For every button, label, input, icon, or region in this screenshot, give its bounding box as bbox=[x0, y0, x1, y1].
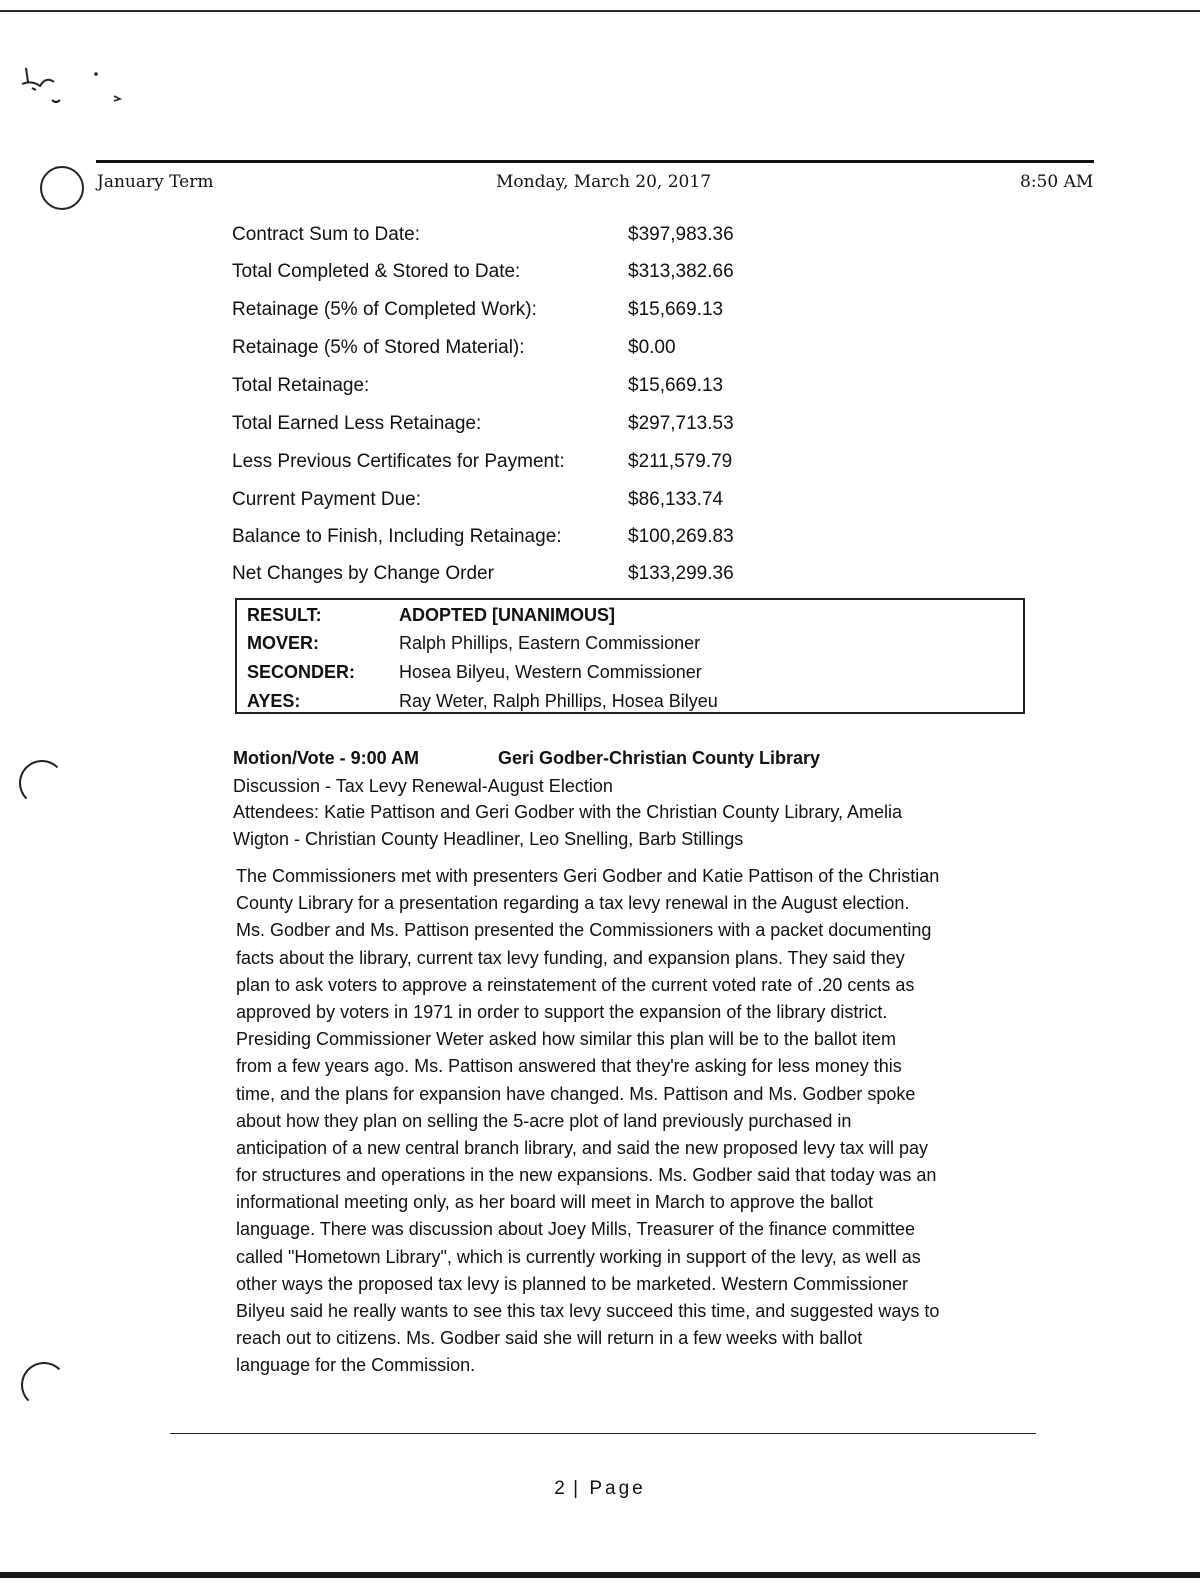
financial-label: Retainage (5% of Completed Work): bbox=[232, 299, 537, 320]
financial-value: $297,713.53 bbox=[628, 413, 734, 434]
financial-label: Less Previous Certificates for Payment: bbox=[232, 451, 565, 472]
seconder-label: SECONDER: bbox=[247, 662, 356, 682]
paragraph-line: for structures and operations in the new expansions. Ms. Godber said that today was an bbox=[236, 1165, 937, 1186]
paragraph-line: facts about the library, current tax levy funding, and expansion plans. They said they bbox=[236, 947, 905, 968]
discussion-line: Discussion - Tax Levy Renewal-August Election bbox=[233, 776, 613, 796]
seconder-value: Hosea Bilyeu, Western Commissioner bbox=[399, 662, 702, 682]
financial-row bbox=[232, 563, 792, 593]
financial-value: $397,983.36 bbox=[628, 224, 734, 245]
mover-label: MOVER: bbox=[247, 633, 319, 653]
financial-row bbox=[232, 451, 792, 481]
paragraph-line: approved by voters in 1971 in order to support the expansion of the library district. bbox=[236, 1001, 888, 1022]
motion-title: Geri Godber-Christian County Library bbox=[498, 748, 821, 768]
financial-value: $15,669.13 bbox=[628, 375, 724, 396]
handwritten-mark bbox=[18, 62, 138, 122]
paragraph-line: Bilyeu said he really wants to see this tax levy succeed this time, and suggested ways to bbox=[236, 1301, 940, 1321]
financial-value: $313,382.66 bbox=[628, 261, 734, 282]
paragraph-line: language. There was discussion about Joey Mills, Treasurer of the finance committee bbox=[236, 1219, 916, 1240]
paragraph-line: reach out to citizens. Ms. Godber said she will return in a few weeks with ballot bbox=[236, 1328, 863, 1349]
paragraph-line: time, and the plans for expansion have changed. Ms. Pattison and Ms. Godber spoke bbox=[236, 1083, 916, 1104]
financial-label: Net Changes by Change Order bbox=[232, 563, 494, 584]
page-label: | Page bbox=[573, 1478, 646, 1499]
footer-rule bbox=[170, 1433, 1036, 1434]
punch-hole-top bbox=[40, 166, 84, 210]
financial-label: Current Payment Due: bbox=[232, 489, 422, 510]
paragraph-line: plan to ask voters to approve a reinstatement of the current voted rate of .20 cents as bbox=[236, 974, 915, 995]
financial-label: Retainage (5% of Stored Material): bbox=[232, 337, 525, 358]
financial-label: Total Retainage: bbox=[232, 375, 370, 396]
scan-edge-top bbox=[0, 10, 1200, 12]
punch-hole-bottom bbox=[21, 1362, 67, 1408]
financial-row bbox=[232, 413, 792, 443]
financial-row bbox=[232, 375, 792, 405]
page-number: 2 bbox=[554, 1478, 568, 1499]
minutes-paragraph bbox=[236, 866, 1036, 1383]
paragraph-line: The Commissioners met with presenters Geri Godber and Katie Pattison of the Christian bbox=[236, 866, 940, 886]
paragraph-line: about how they plan on selling the 5-acre plot of land previously purchased in bbox=[236, 1110, 852, 1131]
paragraph-line: other ways the proposed tax levy is planned to be marketed. Western Commissioner bbox=[236, 1273, 908, 1294]
financial-label: Balance to Finish, Including Retainage: bbox=[232, 526, 562, 547]
financial-value: $133,299.36 bbox=[628, 563, 734, 584]
paragraph-line: Ms. Godber and Ms. Pattison presented the Commissioners with a packet documenting bbox=[236, 920, 932, 941]
paragraph-line: called "Hometown Library", which is currently working in support of the levy, as well as bbox=[236, 1246, 921, 1267]
financial-label: Contract Sum to Date: bbox=[232, 224, 420, 245]
scan-edge-bottom bbox=[0, 1572, 1200, 1578]
financial-row bbox=[232, 261, 792, 291]
attendees-line: Wigton - Christian County Headliner, Leo Snelling, Barb Stillings bbox=[233, 829, 744, 849]
financial-value: $100,269.83 bbox=[628, 526, 734, 547]
paragraph-line: County Library for a presentation regarding a tax levy renewal in the August election. bbox=[236, 893, 910, 914]
financial-row bbox=[232, 299, 792, 329]
motion-time: Motion/Vote - 9:00 AM bbox=[233, 748, 419, 768]
result-label: RESULT: bbox=[247, 605, 322, 625]
result-value: ADOPTED [UNANIMOUS] bbox=[399, 605, 615, 625]
page-footer bbox=[0, 1478, 1200, 1500]
paragraph-line: from a few years ago. Ms. Pattison answered that they're asking for less money this bbox=[236, 1056, 902, 1077]
financial-row bbox=[232, 526, 792, 556]
financial-value: $211,579.79 bbox=[628, 451, 733, 472]
header-date: Monday, March 20, 2017 bbox=[496, 172, 712, 192]
financial-row bbox=[232, 224, 792, 254]
financial-value: $0.00 bbox=[628, 337, 676, 358]
header-rule bbox=[96, 160, 1094, 163]
financial-value: $15,669.13 bbox=[628, 299, 724, 320]
paragraph-line: Presiding Commissioner Weter asked how similar this plan will be to the ballot item bbox=[236, 1029, 896, 1050]
punch-hole-middle bbox=[19, 760, 65, 806]
header-term: January Term bbox=[97, 172, 214, 192]
financial-value: $86,133.74 bbox=[628, 489, 724, 510]
vote-result-box bbox=[235, 598, 1025, 714]
attendees-line: Attendees: Katie Pattison and Geri Godber with the Christian County Library, Amelia bbox=[233, 802, 903, 822]
mover-value: Ralph Phillips, Eastern Commissioner bbox=[399, 633, 701, 653]
ayes-value: Ray Weter, Ralph Phillips, Hosea Bilyeu bbox=[399, 691, 718, 711]
header-time: 8:50 AM bbox=[1020, 172, 1094, 192]
financial-row bbox=[232, 489, 792, 519]
paragraph-line: informational meeting only, as her board will meet in March to approve the ballot bbox=[236, 1192, 873, 1213]
financial-label: Total Earned Less Retainage: bbox=[232, 413, 482, 434]
financial-label: Total Completed & Stored to Date: bbox=[232, 261, 521, 282]
ayes-label: AYES: bbox=[247, 691, 301, 711]
paragraph-line: language for the Commission. bbox=[236, 1355, 476, 1376]
financial-row bbox=[232, 337, 792, 367]
paragraph-line: anticipation of a new central branch library, and said the new proposed levy tax will pay bbox=[236, 1137, 929, 1158]
